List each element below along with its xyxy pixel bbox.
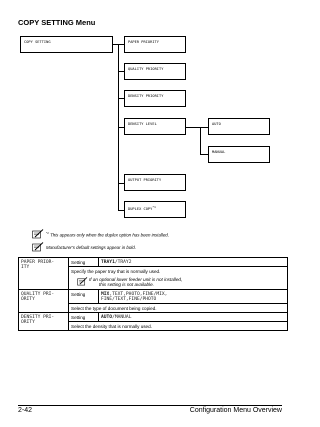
table-row <box>19 313 288 322</box>
menu-item-output-priority: OUTPUT PRIORITY <box>124 174 186 191</box>
connector <box>200 127 208 128</box>
footer-divider <box>18 405 282 406</box>
menu-item-quality-priority: QUALITY PRIORITY <box>124 63 186 80</box>
footnote-marker: *1 <box>152 205 156 209</box>
menu-item-duplex-copy <box>124 201 186 218</box>
menu-item-duplex-copy-label: DUPLEX COPY <box>128 207 153 212</box>
table-row <box>19 290 288 304</box>
setting-name-paper-priority: PAPER PRIOR- ITY <box>19 258 69 290</box>
setting-label: Setting <box>69 313 99 322</box>
setting-description: Select the density that is normally used. <box>69 322 288 331</box>
setting-description: Select the type of document being copied. <box>69 304 288 313</box>
connector <box>186 127 201 128</box>
defaults-note: Manufacturer's default settings appear in bold. <box>46 245 136 250</box>
footer-title: Configuration Menu Overview <box>189 407 282 414</box>
setting-name-quality-priority: QUALITY PRI- ORITY <box>19 290 69 313</box>
setting-label: Setting <box>69 290 99 304</box>
table-row <box>19 258 288 267</box>
menu-option-auto: AUTO <box>208 118 270 135</box>
table-note-line: this setting is not available. <box>99 281 154 287</box>
note-icon <box>32 229 44 239</box>
setting-options: AUTO/MANUAL <box>99 313 288 322</box>
menu-item-density-priority: DENSITY PRIORITY <box>124 90 186 107</box>
note-icon <box>77 277 88 286</box>
setting-description: Specify the paper tray that is normally used. If an optional lower feeder unit is not installed, this setting is not available. <box>69 267 288 290</box>
note-icon <box>32 242 44 252</box>
menu-item-density-level: DENSITY LEVEL <box>124 118 186 135</box>
settings-table <box>18 257 288 331</box>
connector <box>200 127 201 155</box>
setting-label: Setting <box>69 258 99 267</box>
table-note-line: If an optional lower feeder unit is not installed, <box>89 276 183 282</box>
page-number: 2-42 <box>18 407 33 414</box>
page-heading: COPY SETTING Menu <box>18 18 96 27</box>
setting-options: TRAY1/TRAY2 <box>99 258 288 267</box>
setting-options: MIX,TEXT,PHOTO,FINE/MIX, FINE/TEXT,FINE/PHOTO <box>99 290 288 304</box>
menu-root-copy-setting: COPY SETTING <box>20 36 113 53</box>
menu-option-manual: MANUAL <box>208 146 270 163</box>
footnote: $^{*1}$ This appears only when the duplex option has been installed. <box>46 231 169 238</box>
connector <box>200 154 208 155</box>
setting-name-density-priority: DENSITY PRI- ORITY <box>19 313 69 331</box>
menu-item-paper-priority: PAPER PRIORITY <box>124 36 186 53</box>
